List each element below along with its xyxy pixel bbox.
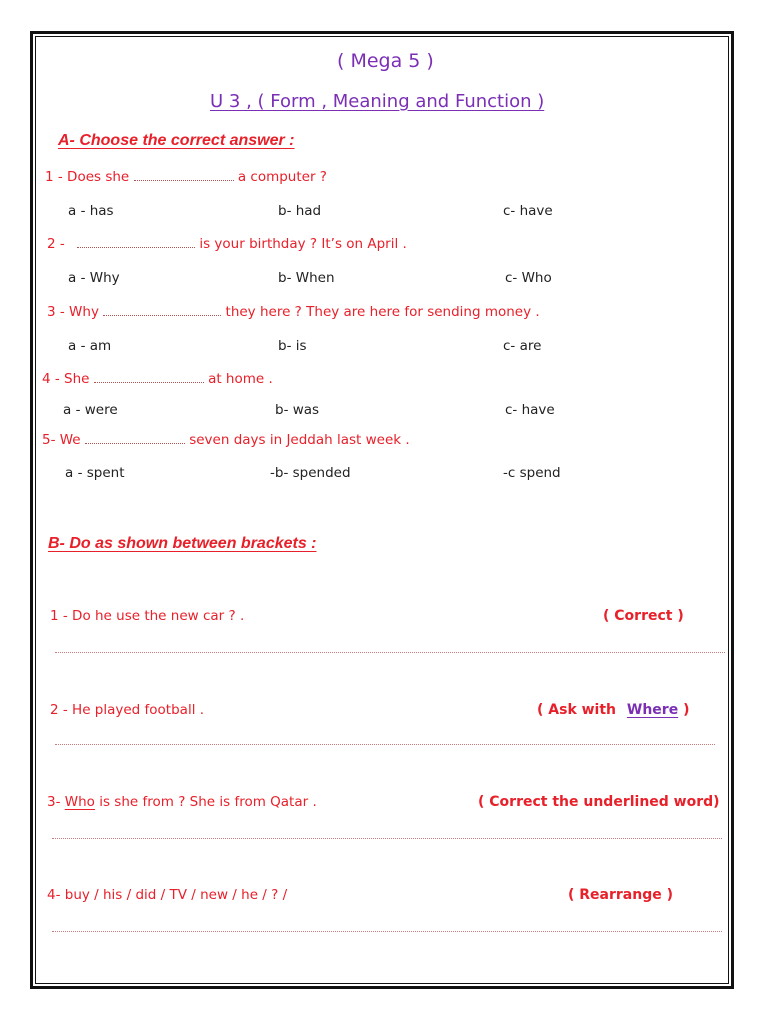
question-3-after: they here ? They are here for sending money . [225,304,540,320]
question-5-after: seven days in Jeddah last week . [189,432,410,448]
q3-option-b[interactable]: b- is [278,338,307,354]
question-4 [42,371,273,387]
q3-option-c[interactable]: c- are [503,338,542,354]
item-2-text: 2 - He played football . [50,702,205,718]
q5-option-b[interactable]: -b- spended [270,465,351,481]
question-2 [47,236,407,252]
section-b-heading: B- Do as shown between brackets : [48,535,317,552]
blank-line[interactable] [134,170,234,181]
question-4-after: at home . [208,371,273,387]
question-2-after: is your birthday ? It’s on April . [199,236,407,252]
question-3 [47,304,540,320]
item-3-instruction: ( Correct the underlined word) [478,794,720,810]
item-2-instruction-after: ) [683,702,690,718]
blank-line[interactable] [94,372,204,383]
answer-line-1[interactable] [55,652,725,653]
question-1-after: a computer ? [237,169,327,185]
item-3-underlined-word: Who [64,794,95,810]
item-1-instruction: ( Correct ) [603,608,684,624]
item-4-text: 4- buy / his / did / TV / new / he / ? / [47,887,288,903]
item-3-prefix: 3- [47,794,65,810]
q5-option-a[interactable]: a - spent [65,465,125,481]
question-3-before: 3 - Why [47,304,99,320]
q5-option-c[interactable]: -c spend [503,465,561,481]
question-4-before: 4 - She [42,371,90,387]
q2-option-c[interactable]: c- Who [505,270,552,286]
q2-option-b[interactable]: b- When [278,270,335,286]
item-2-instruction-word: Where [626,702,679,718]
blank-line[interactable] [77,237,195,248]
answer-line-3[interactable] [52,838,722,839]
answer-line-2[interactable] [55,744,715,745]
item-4-instruction: ( Rearrange ) [568,887,674,903]
question-5-before: 5- We [42,432,81,448]
question-1-before: 1 - Does she [45,169,130,185]
blank-line[interactable] [103,305,221,316]
worksheet-subtitle: U 3 , ( Form , Meaning and Function ) [210,91,545,112]
answer-line-4[interactable] [52,931,722,932]
q1-option-a[interactable]: a - has [68,203,114,219]
question-1 [45,169,327,185]
q1-option-c[interactable]: c- have [503,203,553,219]
q4-option-b[interactable]: b- was [275,402,320,418]
section-a-heading: A- Choose the correct answer : [58,132,295,149]
q4-option-c[interactable]: c- have [505,402,555,418]
q4-option-a[interactable]: a - were [63,402,118,418]
blank-line[interactable] [85,433,185,444]
q2-option-a[interactable]: a - Why [68,270,120,286]
item-2-instruction [537,702,689,718]
q1-option-b[interactable]: b- had [278,203,322,219]
worksheet-title: ( Mega 5 ) [337,50,434,72]
question-5 [42,432,410,448]
item-3-text [47,794,317,810]
item-2-instruction-before: ( Ask with [537,702,621,718]
q3-option-a[interactable]: a - am [68,338,112,354]
item-1-text: 1 - Do he use the new car ? . [50,608,245,624]
item-3-rest: is she from ? She is from Qatar . [94,794,317,810]
question-2-before: 2 - [47,236,65,252]
